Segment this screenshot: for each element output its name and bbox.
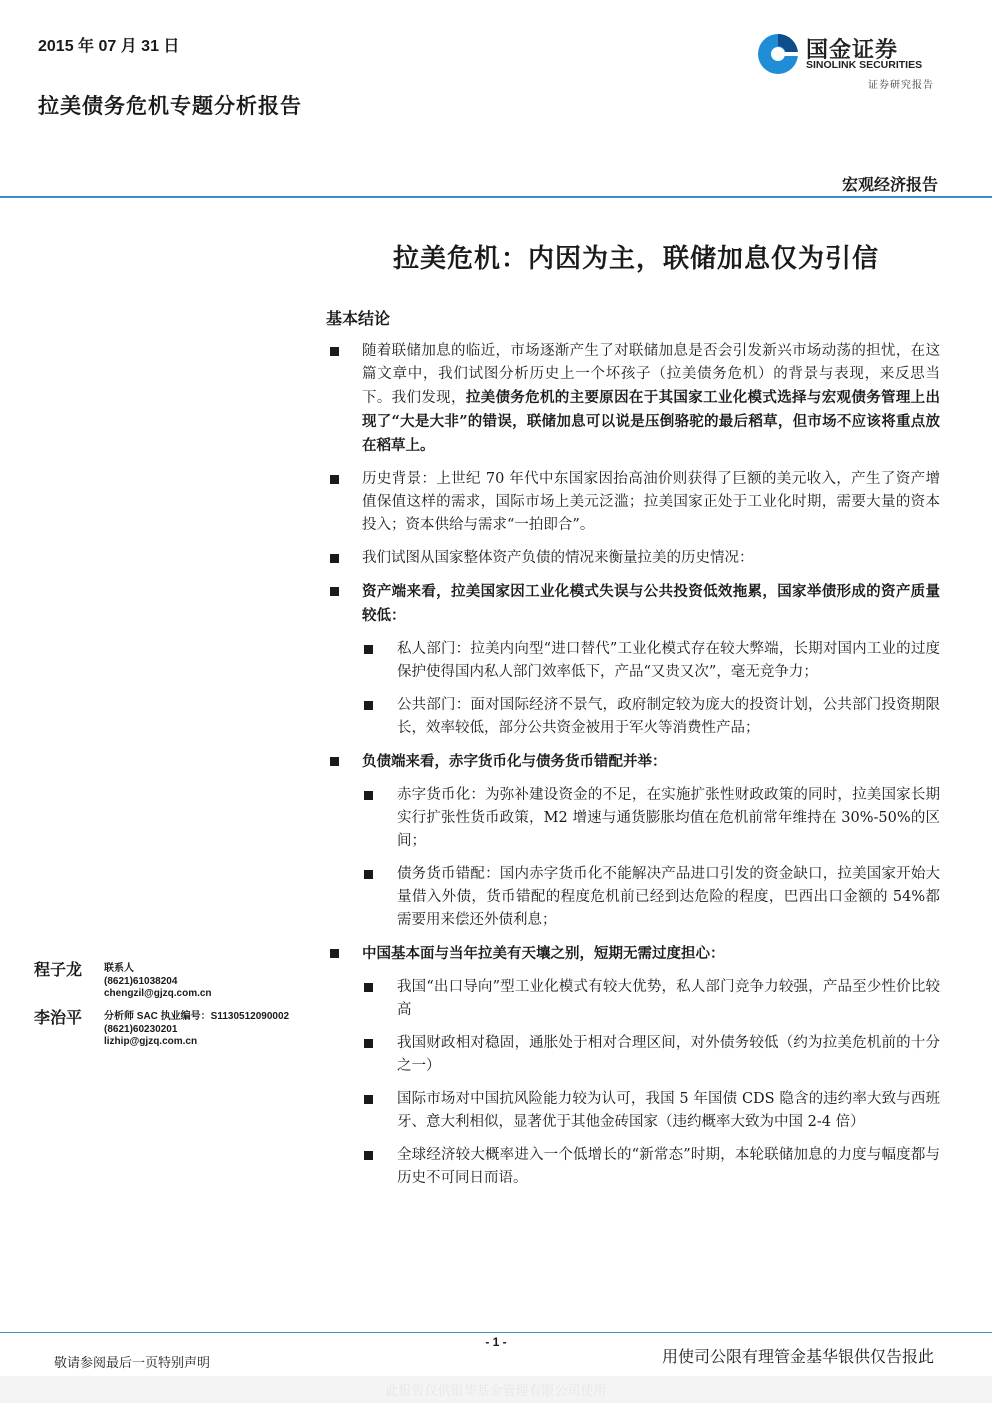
bullet-text: 公共部门：面对国际经济不景气，政府制定较为庞大的投资计划，公共部门投资期限长，效率较低，部分公共资金被用于军火等消费性产品； <box>397 697 940 736</box>
analyst-name: 李治平 <box>34 1008 83 1027</box>
bullet-text: 我国财政相对稳固，通胀处于相对合理区间，对外债务较低（约为拉美危机前的十分之一） <box>397 1035 940 1074</box>
bullet-item <box>326 942 940 966</box>
footer-divider <box>0 1332 992 1333</box>
square-bullet-icon <box>364 1151 373 1160</box>
analyst-email[interactable]: lizhip@gjzq.com.cn <box>104 1036 198 1047</box>
report-date: 2015 年 07 月 31 日 <box>38 38 180 55</box>
square-bullet-icon <box>330 554 339 563</box>
bullet-text: 国际市场对中国抗风险能力较为认可，我国 5 年国债 CDS 隐含的违约率大致与西班牙、意大利相似，显著优于其他金砖国家（违约概率大致为中国 2-4 倍） <box>397 1091 940 1130</box>
square-bullet-icon <box>364 791 373 800</box>
bullet-item <box>326 1032 940 1078</box>
analyst-email[interactable]: chengzil@gjzq.com.cn <box>104 988 212 999</box>
square-bullet-icon <box>330 587 339 596</box>
bullet-item <box>326 468 940 537</box>
bullet-text: 历史背景：上世纪 70 年代中东国家因抬高油价则获得了巨额的美元收入，产生了资产增值保值这样的需求，国际市场上美元泛滥；拉美国家正处于工业化时期，需要大量的资本投入；资本供给与需求“一拍即合”。 <box>362 471 940 533</box>
bullet-bold-text: 拉美债务危机的主要原因在于其国家工业化模式选择与宏观债务管理上出现了“大是大非”的错误，联储加息可以说是压倒骆驼的最后稻草，但市场不应该将重点放在稻草上。 <box>362 389 941 454</box>
square-bullet-icon <box>364 645 373 654</box>
watermark-text: 此报告仅供银华基金管理有限公司使用 <box>385 1384 607 1399</box>
logo-subtitle: 证券研究报告 <box>868 80 934 91</box>
bullet-text: 赤字货币化：为弥补建设资金的不足，在实施扩张性财政政策的同时，拉美国家长期实行扩张性货币政策，M2 增速与通货膨胀均值在危机前常年维持在 30%-50%的区间； <box>397 787 940 849</box>
square-bullet-icon <box>330 475 339 484</box>
analyst-role: 联系人 <box>104 963 134 974</box>
conclusion-list <box>326 340 940 1200</box>
square-bullet-icon <box>330 347 339 356</box>
header-divider <box>0 196 992 198</box>
bullet-item <box>326 784 940 853</box>
bullet-text: 全球经济较大概率进入一个低增长的“新常态”时期，本轮联储加息的力度与幅度都与历史不可同日而语。 <box>397 1147 940 1186</box>
bullet-text: 随着联储加息的临近，市场逐渐产生了对联储加息是否会引发新兴市场动荡的担忧，在这篇文章中，我们试图分析历史上一个坏孩子（拉美债务危机）的背景与表现，来反思当下。我们发现， <box>362 343 940 406</box>
page-number: - 1 - <box>485 1335 507 1349</box>
bullet-item <box>326 750 940 774</box>
bullet-bold-text: 资产端来看，拉美国家因工业化模式失误与公共投资低效拖累，国家举债形成的资产质量较低： <box>362 583 940 624</box>
bullet-text: 债务货币错配：国内赤字货币化不能解决产品进口引发的资金缺口，拉美国家开始大量借入外债，货币错配的程度危机前已经到达危险的程度，巴西出口金额的 54%都需要用来偿还外债利息； <box>397 866 940 928</box>
report-category: 宏观经济报告 <box>841 175 938 194</box>
square-bullet-icon <box>364 701 373 710</box>
bullet-text: 我们试图从国家整体资产负债的情况来衡量拉美的历史情况： <box>362 550 754 566</box>
bullet-item <box>326 638 940 684</box>
analyst-contact <box>104 1011 289 1049</box>
analyst-phone: (8621)60230201 <box>104 1023 178 1035</box>
headline: 拉美危机：内因为主，联储加息仅为引信 <box>392 244 879 274</box>
analyst-contact <box>104 963 212 1001</box>
bullet-item <box>326 863 940 932</box>
square-bullet-icon <box>330 949 339 958</box>
analyst-phone: (8621)61038204 <box>104 975 178 987</box>
bullet-bold-text: 负债端来看，赤字货币化与债务货币错配并举： <box>362 753 667 770</box>
logo-name-cn: 国金证券 <box>806 38 899 63</box>
bullet-item <box>326 694 940 740</box>
bullet-item <box>326 976 940 1022</box>
bullet-item <box>326 547 940 570</box>
bullet-item <box>326 340 940 458</box>
bullet-bold-text: 中国基本面与当年拉美有天壤之别，短期无需过度担心： <box>362 945 725 962</box>
analyst-name: 程子龙 <box>34 960 83 979</box>
analyst-role: 分析师 SAC 执业编号：S1130512090002 <box>104 1011 290 1022</box>
usage-note: 用使司公限有理管金基华银供仅告报此 <box>661 1347 934 1366</box>
bullet-item <box>326 1088 940 1134</box>
section-heading: 基本结论 <box>326 309 391 328</box>
bullet-item <box>326 1144 940 1190</box>
square-bullet-icon <box>364 1095 373 1104</box>
disclaimer-note: 敬请参阅最后一页特别声明 <box>54 1356 211 1371</box>
bullet-item <box>326 580 940 628</box>
square-bullet-icon <box>364 983 373 992</box>
bullet-text: 私人部门：拉美内向型“进口替代”工业化模式存在较大弊端，长期对国内工业的过度保护使得国内私人部门效率低下，产品“又贵又次”，毫无竞争力； <box>397 641 940 680</box>
report-title: 拉美债务危机专题分析报告 <box>38 93 302 118</box>
square-bullet-icon <box>330 757 339 766</box>
square-bullet-icon <box>364 870 373 879</box>
bullet-text: 我国“出口导向”型工业化模式有较大优势，私人部门竞争力较强，产品至少性价比较高 <box>397 979 940 1018</box>
square-bullet-icon <box>364 1039 373 1048</box>
logo-name-en: SINOLINK SECURITIES <box>806 59 923 71</box>
